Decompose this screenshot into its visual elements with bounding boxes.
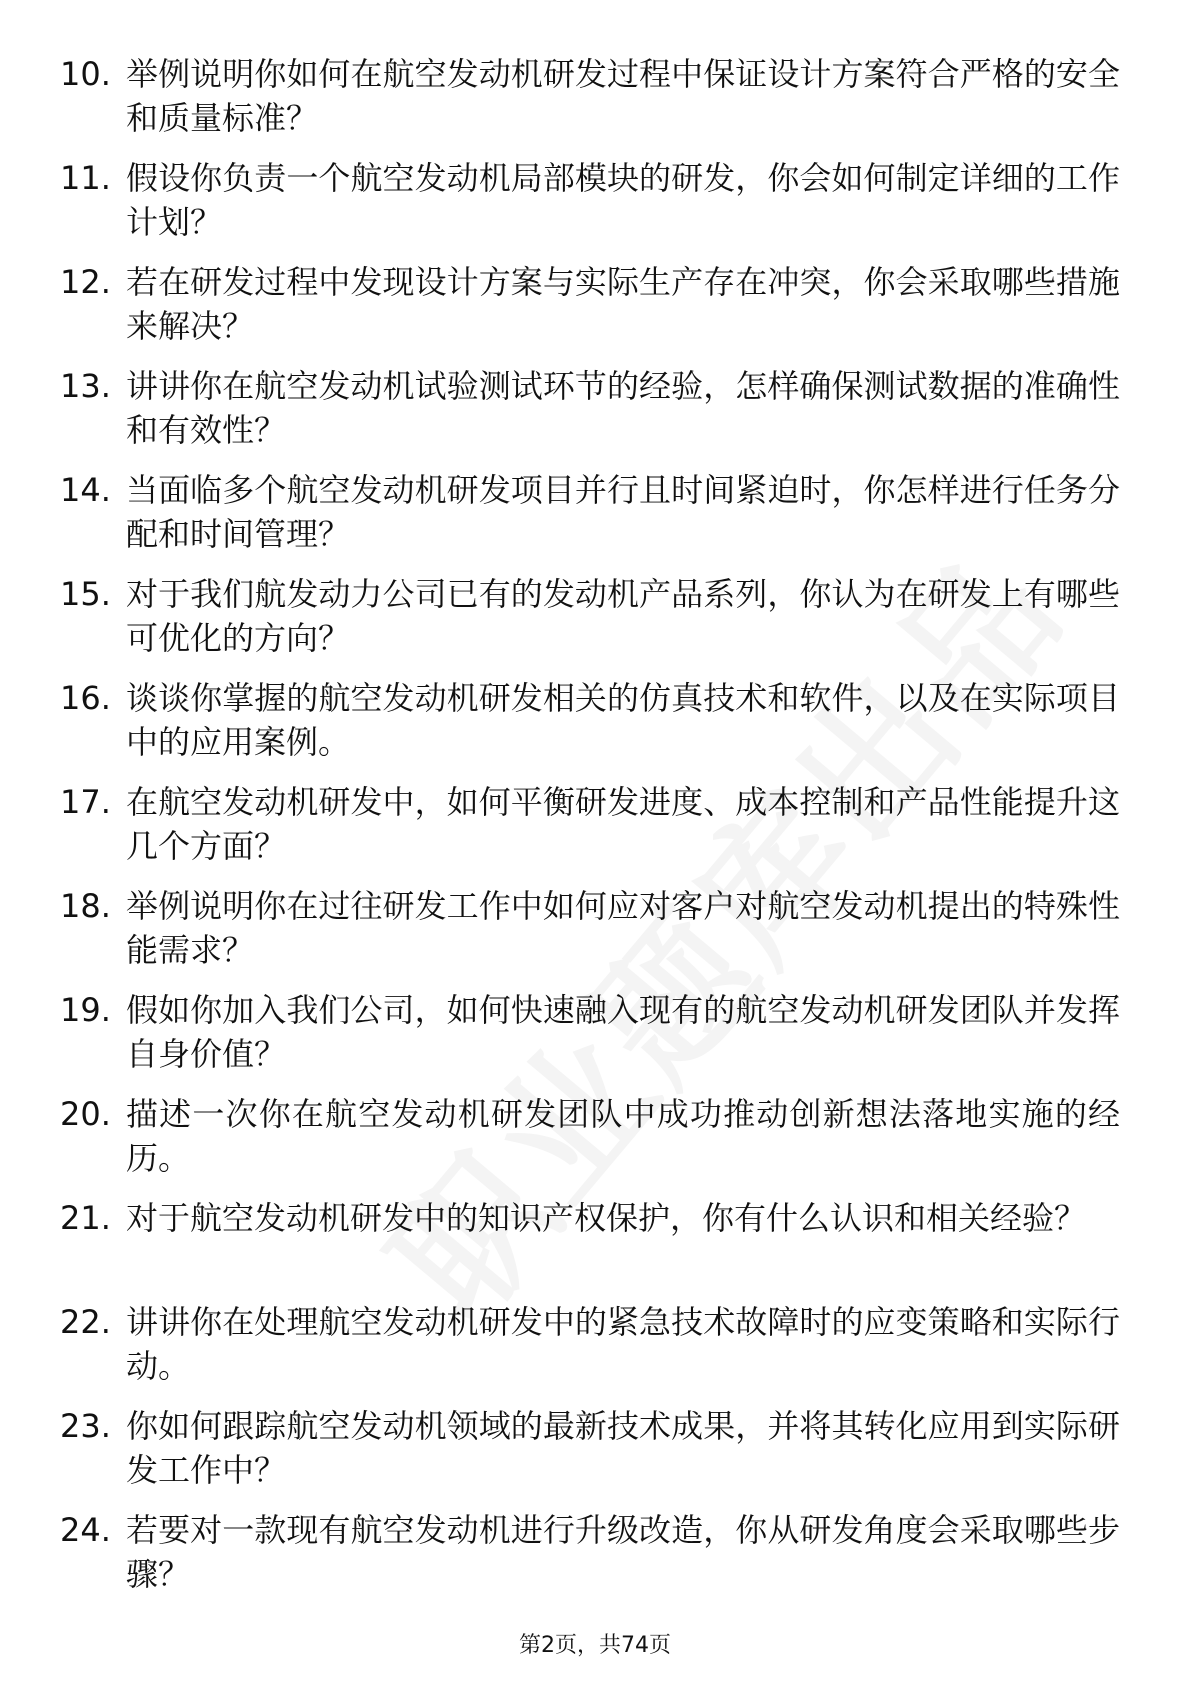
question-item: [60, 260, 1120, 364]
question-item: [60, 1404, 1120, 1508]
question-text: 讲讲你在航空发动机试验测试环节的经验，怎样确保测试数据的准确性和有效性？: [126, 367, 1120, 449]
question-number: 10.: [60, 55, 111, 93]
question-text: 假设你负责一个航空发动机局部模块的研发，你会如何制定详细的工作计划？: [126, 159, 1120, 241]
question-item: [60, 1092, 1120, 1196]
question-number: 12.: [60, 263, 111, 301]
question-text: 在航空发动机研发中，如何平衡研发进度、成本控制和产品性能提升这几个方面？: [126, 783, 1120, 865]
question-text: 举例说明你如何在航空发动机研发过程中保证设计方案符合严格的安全和质量标准？: [126, 55, 1120, 137]
question-text: 讲讲你在处理航空发动机研发中的紧急技术故障时的应变策略和实际行动。: [126, 1303, 1120, 1385]
question-number: 22.: [60, 1303, 111, 1341]
question-number: 11.: [60, 159, 111, 197]
question-text: 假如你加入我们公司，如何快速融入现有的航空发动机研发团队并发挥自身价值？: [126, 991, 1120, 1073]
question-item: [60, 988, 1120, 1092]
question-text: 你如何跟踪航空发动机领域的最新技术成果，并将其转化应用到实际研发工作中？: [126, 1407, 1120, 1489]
question-item: [60, 572, 1120, 676]
question-item: [60, 52, 1120, 156]
question-number: 24.: [60, 1511, 111, 1549]
question-list: [60, 52, 1120, 1612]
question-text: 若在研发过程中发现设计方案与实际生产存在冲突，你会采取哪些措施来解决？: [126, 263, 1120, 345]
question-item: [60, 468, 1120, 572]
question-number: 16.: [60, 679, 111, 717]
question-item: [60, 884, 1120, 988]
question-item: [60, 1196, 1120, 1300]
question-number: 14.: [60, 471, 111, 509]
question-number: 21.: [60, 1199, 111, 1237]
question-text: 当面临多个航空发动机研发项目并行且时间紧迫时，你怎样进行任务分配和时间管理？: [126, 471, 1120, 553]
question-number: 19.: [60, 991, 111, 1029]
question-number: 17.: [60, 783, 111, 821]
question-text: 举例说明你在过往研发工作中如何应对客户对航空发动机提出的特殊性能需求？: [126, 887, 1120, 969]
question-item: [60, 1300, 1120, 1404]
question-text: 若要对一款现有航空发动机进行升级改造，你从研发角度会采取哪些步骤？: [126, 1511, 1120, 1593]
question-number: 13.: [60, 367, 111, 405]
question-number: 15.: [60, 575, 111, 613]
page-footer: 第2页，共74页: [519, 1633, 671, 1658]
question-number: 23.: [60, 1407, 111, 1445]
question-text: 对于航空发动机研发中的知识产权保护，你有什么认识和相关经验？: [126, 1199, 1087, 1237]
question-item: [60, 156, 1120, 260]
question-item: [60, 676, 1120, 780]
question-item: [60, 364, 1120, 468]
question-text: 谈谈你掌握的航空发动机研发相关的仿真技术和软件，以及在实际项目中的应用案例。: [126, 679, 1120, 761]
question-number: 18.: [60, 887, 111, 925]
question-text: 描述一次你在航空发动机研发团队中成功推动创新想法落地实施的经历。: [126, 1095, 1120, 1177]
question-text: 对于我们航发动力公司已有的发动机产品系列，你认为在研发上有哪些可优化的方向？: [126, 575, 1120, 657]
question-number: 20.: [60, 1095, 111, 1133]
question-item: [60, 1508, 1120, 1612]
question-item: [60, 780, 1120, 884]
